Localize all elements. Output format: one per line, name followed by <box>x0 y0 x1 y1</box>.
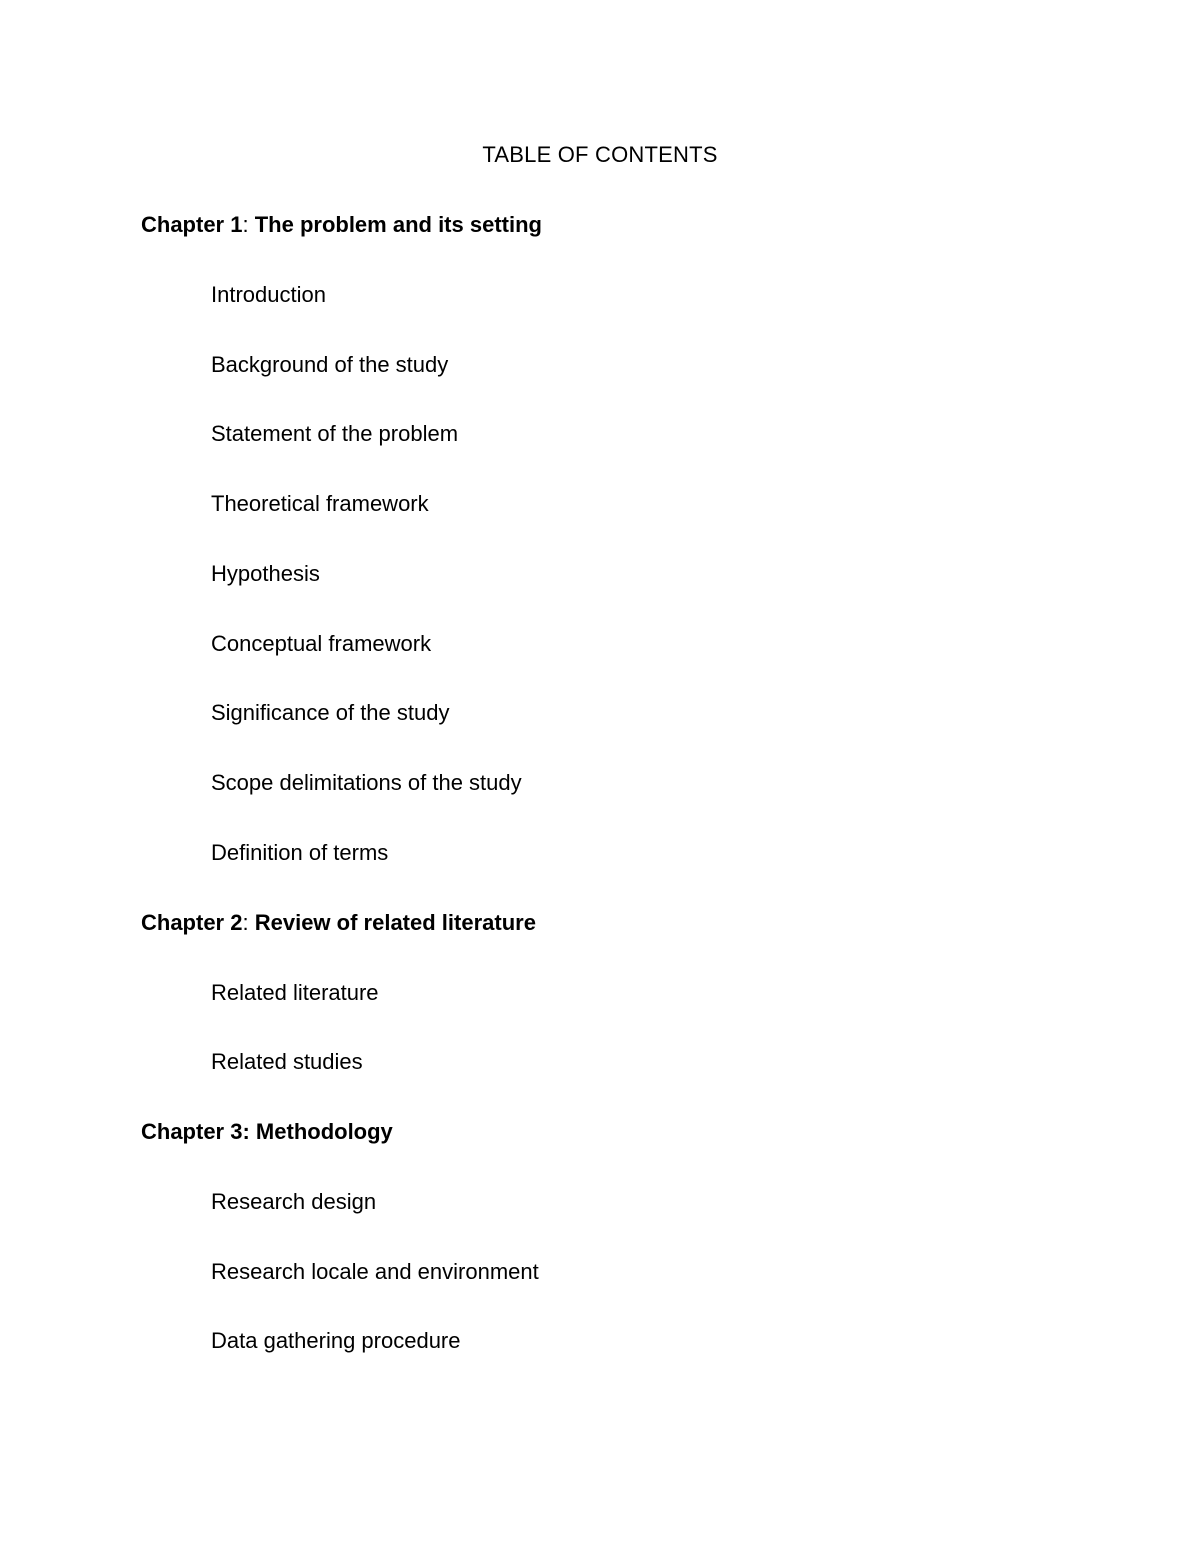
toc-item-theoretical-framework: Theoretical framework <box>211 491 429 516</box>
toc-item-background: Background of the study <box>211 352 449 377</box>
toc-item-related-studies: Related studies <box>211 1049 363 1074</box>
chapter-heading-2 <box>141 910 536 936</box>
chapter-label: Chapter 3 <box>141 1119 243 1144</box>
chapter-heading-3 <box>141 1119 393 1145</box>
toc-item-conceptual-framework: Conceptual framework <box>211 631 432 656</box>
chapter-separator: : <box>242 910 249 935</box>
chapter-separator: : <box>242 1119 250 1144</box>
chapter-name: Review of related literature <box>248 910 536 935</box>
toc-item-introduction: Introduction <box>211 282 326 307</box>
toc-item-data-gathering: Data gathering procedure <box>211 1328 461 1353</box>
chapter-name: Methodology <box>249 1119 393 1144</box>
toc-item-statement-of-problem: Statement of the problem <box>211 421 459 446</box>
chapter-label: Chapter 1 <box>141 212 243 237</box>
toc-item-significance: Significance of the study <box>211 700 450 725</box>
toc-item-definition-of-terms: Definition of terms <box>211 840 389 865</box>
chapter-label: Chapter 2 <box>141 910 243 935</box>
chapter-separator: : <box>242 212 249 237</box>
toc-item-research-design: Research design <box>211 1189 377 1214</box>
toc-item-research-locale: Research locale and environment <box>211 1259 539 1284</box>
page-title: TABLE OF CONTENTS <box>482 142 718 167</box>
toc-item-related-literature: Related literature <box>211 980 379 1005</box>
toc-item-hypothesis: Hypothesis <box>211 561 320 586</box>
toc-item-scope: Scope delimitations of the study <box>211 770 522 795</box>
chapter-heading-1 <box>141 212 542 238</box>
chapter-name: The problem and its setting <box>248 212 542 237</box>
